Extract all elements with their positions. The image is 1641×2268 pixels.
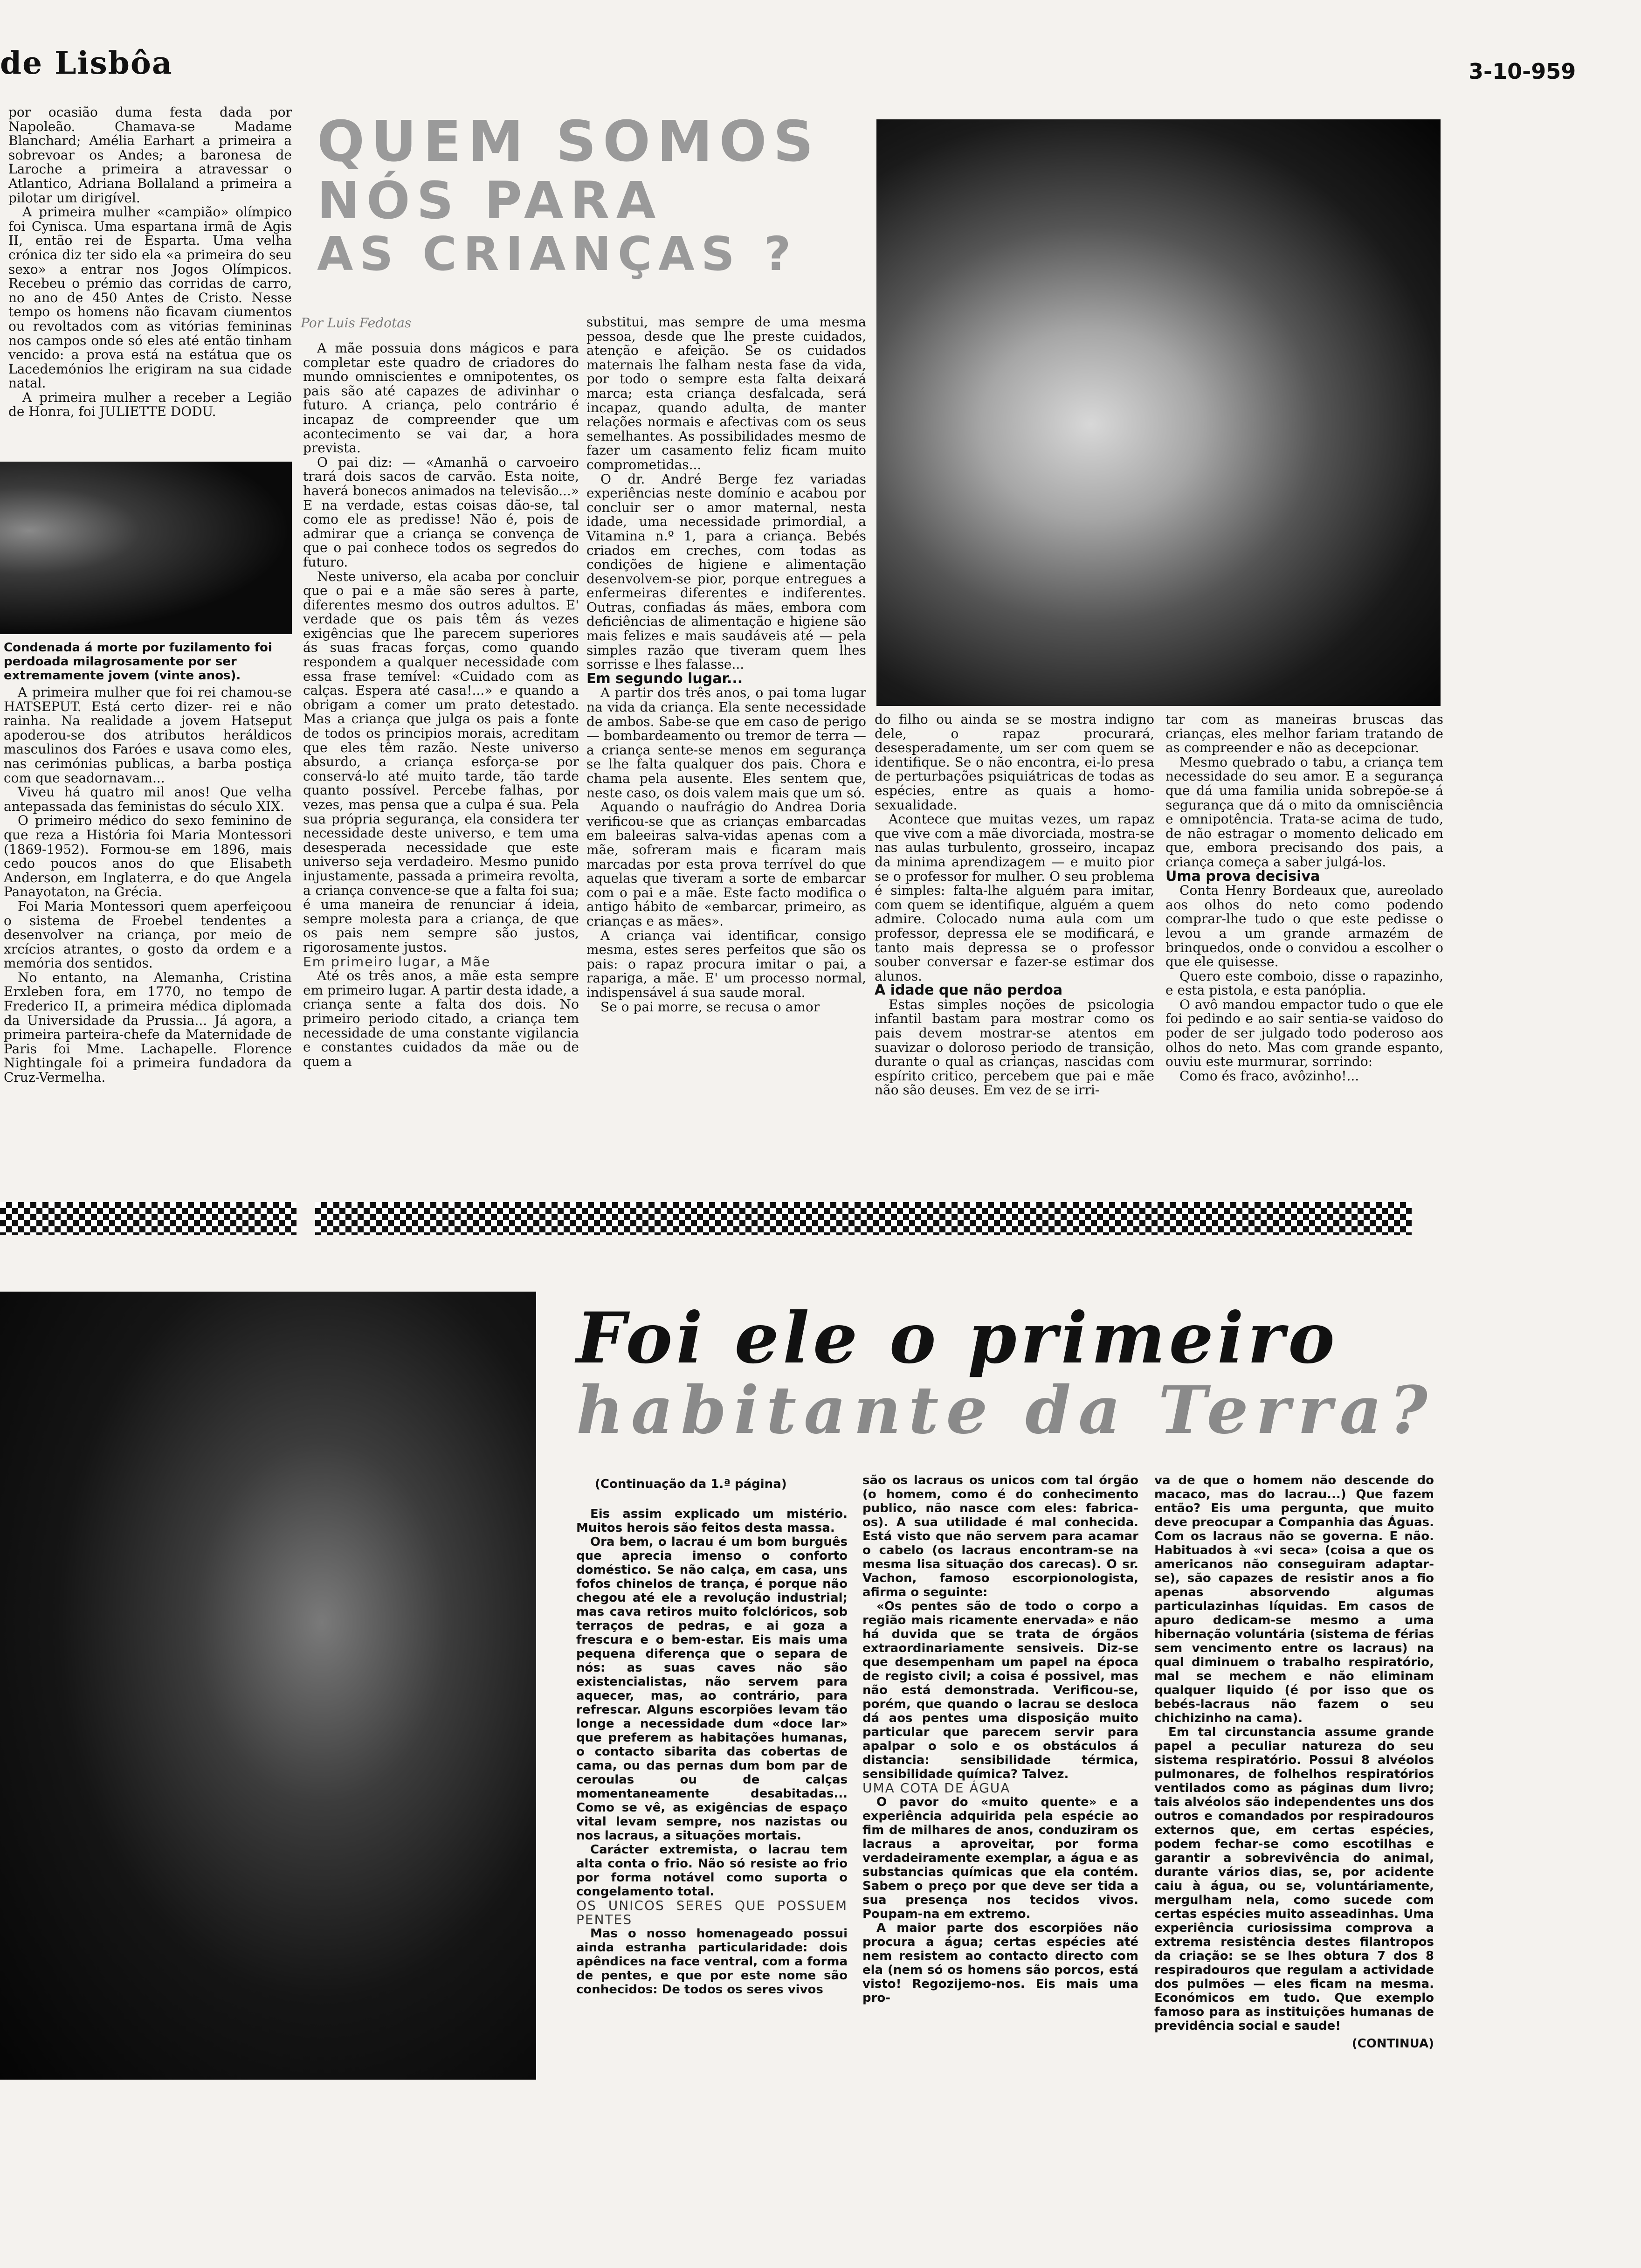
sidebar-paragraph: por ocasião duma festa dada por Napoleão. Chamava-se Madame Blanchard; Amélia Earhart a primeira a sobrevoar os Andes; a baronesa de Laroche a primeira a atravessar o Atlantico, Adriana Bollaland a primeira a pilotar um dirigível.: [8, 104, 292, 206]
article2-headline-line1: Foi ele o primeiro: [576, 1297, 1338, 1379]
article1-paragraph: A criança vai identificar, consigo mesma, estes seres perfeitos que são os pais: o rapaz procura imitar o pai, a rapariga, a mãe. E' um processo normal, indispensável á sua saude moral.: [586, 927, 866, 1000]
article1-paragraph: Quero este comboio, disse o rapazinho, e esta pistola, e esta panóplia.: [1165, 968, 1443, 998]
article2-paragraph: O pavor do «muito quente» e a experiência adquirida pela espécie ao fim de milhares de anos, conduziram os lacraus a aproveitar, por forma verdadeiramente exemplar, a água e as substancias químicas que ela contém. Sabem o preço por que deve ser tida a sua presença nos tecidos vivos. Poupam-na em extremo.: [862, 1795, 1138, 1921]
article2-column-1: [576, 1507, 848, 1997]
sidebar-paragraph: A primeira mulher que foi rei chamou-se HATSEPUT. Está certo dizer- rei e não rainha. Na realidade a jovem Hatseput apoderou-se dos atributos heráldicos masculinos dos Faróes e usava como eles, nas cerimónias publicas, a barba postiça com que seadornavam...: [4, 685, 292, 786]
checkered-divider-right: [315, 1202, 1412, 1235]
sidebar-paragraph: No entanto, na Alemanha, Cristina Erxleben fora, em 1770, no tempo de Frederico II, a primeira médica diplomada da Universidade da Prussia... Já agora, a primeira parteira-chefe da Maternidade de Paris foi Mme. Lachapelle. Florence Nightingale foi a primeira fundadora da Cruz-Vermelha.: [4, 969, 292, 1086]
article1-subheading: Em segundo lugar...: [586, 670, 743, 687]
article1-paragraph: Neste universo, ela acaba por concluir que o pai e a mãe são seres à parte, diferentes mesmo dos outros adultos. E' verdade que os pais têm ás vezes exigências que lhe parecem superiores ás suas fracas forças, como quando respondem a qualquer necessidade com essa frase temível: «Cuidado com as calças. Espera até casa!...» e quando a obrigam a comer um prato detestado. Mas a criança que julga os pais a fonte de todos os principios morais, acreditam que eles têm razão. Neste universo absurdo, a criança esforça-se por conservá-lo até muito tarde, tão tarde quanto possível. Percebe falhas, por vezes, mas pensa que a culpa é sua. Pela sua própria segurança, ela considera ter necessidade deste universo, e tem uma desesperada necessidade que este universo seja verdadeiro. Mesmo punido injustamente, passada a primeira revolta, a criança convence-se que a falta foi sua; é uma maneira de renunciar á ideia, sempre molesta para a criança, de que os pais nem sempre são justos, rigorosamente justos.: [303, 568, 579, 955]
article2-paragraph: Mas o nosso homenageado possui ainda estranha particularidade: dois apêndices na face ventral, com a forma de pentes, e que por este nome são conhecidos: De todos os seres vivos: [576, 1927, 848, 1997]
article2-continuation: (Continuação da 1.ª página): [595, 1477, 787, 1491]
article1-paragraph: O dr. André Berge fez variadas experiências neste domínio e acabou por concluir ser o amor maternal, nesta idade, uma necessidade primordial, a Vitamina n.º 1, para a criança. Bebés criados em creches, com todas as condições de higiene e alimentação desenvolvem-se pior, porque entregues a enfermeiras diferentes e indiferentes. Outras, confiadas ás mães, embora com deficiências de alimentação e higiene são mais felizes e mais saudáveis até — pela simples razão que tiveram quem lhes sorrisse e lhes falasse...: [586, 471, 866, 672]
sidebar-paragraph: O primeiro médico do sexo feminino de que reza a História foi Maria Montessori (1869-1952). Formou-se em 1896, mais cedo poucos anos do que Elisabeth Anderson, em Inglaterra, e do que Angela Panayotaton, na Grécia.: [4, 813, 292, 900]
article1-paragraph: Conta Henry Bordeaux que, aureolado aos olhos do neto como podendo comprar-lhe tudo o que este pedisse o levou a um grande armazém de brinquedos, onde o convidou a escolher o que ele quisesse.: [1165, 883, 1443, 970]
article1-title: [317, 112, 853, 280]
article1-paragraph: O avô mandou empactor tudo o que ele foi pedindo e ao sair sentia-se vaidoso do poder de ser julgado todo poderoso aos olhos do neto. Mas com grande espanto, ouviu este murmurar, sorrindo:: [1165, 996, 1443, 1070]
sidebar-paragraph: Foi Maria Montessori quem aperfeiçoou o sistema de Froebel tendentes a desenvolver na criança, por meio de xrcícios atrantes, o gosto da ordem e a memória dos sentidos.: [4, 898, 292, 971]
article1-title-line: AS CRIANÇAS ?: [317, 227, 798, 281]
article2-headline: [576, 1297, 1443, 1449]
article1-paragraph: Acontece que muitas vezes, um rapaz que vive com a mãe divorciada, mostra-se nas aulas turbulento, grosseiro, incapaz da minima aprendizagem — e muito pior se o professor for mulher. O seu problema é simples: falta-lhe alguém para imitar, com quem se identifique, alguém a quem admire. Colocado numa aula com um professor, depressa ele se modificará, e tanto mais depressa se o professor souber conversar e fazer-se estimar dos alunos.: [875, 811, 1154, 984]
article1-paragraph: Se o pai morre, se recusa o amor: [600, 999, 820, 1015]
section-title: de Lisbôa: [0, 45, 173, 81]
sidebar-paragraph: A primeira mulher a receber a Legião de Honra, foi JULIETTE DODU.: [8, 389, 292, 420]
article1-paragraph: tar com as maneiras bruscas das crianças, eles melhor fariam tratando de as compreender e não as decepcionar.: [1165, 712, 1443, 756]
article2-paragraph: Carácter extremista, o lacrau tem alta conta o frio. Não só resiste ao frio por forma notável como suporta o congelamento total.: [576, 1843, 848, 1899]
issue-date: 3-10-959: [1469, 59, 1576, 84]
article1-column-4: [1165, 712, 1443, 1083]
article1-paragraph: A partir dos três anos, o pai toma lugar na vida da criança. Ela sente necessidade de ambos. Sabe-se que em caso de perigo — bombardeamento ou tremor de terra — a criança sente-se menos em segurança se lhe falta qualquer dos pais. Chora e chama pela ausente. Eles sentem que, neste caso, os dois valem mais que um só.: [586, 685, 866, 801]
article2-subheading: OS UNICOS SERES QUE POSSUEM PENTES: [576, 1898, 848, 1927]
sidebar-paragraph: Viveu há quatro mil anos! Que velha antepassada das feministas do século XIX.: [4, 784, 292, 814]
article1-paragraph: Aquando o naufrágio do Andrea Doria verificou-se que as crianças embarcadas em baleeiras salva-vidas apenas com a mãe, sofreram mais e ficaram mais marcadas por esta prova terrível do que aquelas que tiveram a sorte de embarcar com o pai e a mãe. Este facto modifica o antigo hábito de «embarcar, primeiro, as crianças e as mães».: [586, 799, 866, 929]
article1-subheading: A idade que não perdoa: [875, 982, 1063, 999]
article1-column-3: [875, 712, 1154, 1098]
article2-paragraph: Eis assim explicado um mistério. Muitos herois são feitos desta massa.: [576, 1507, 848, 1535]
checkered-divider-left: [0, 1202, 296, 1235]
continua-label: (CONTINUA): [1351, 2037, 1434, 2051]
article2-paragraph: Em tal circunstancia assume grande papel a peculiar natureza do seu sistema respiratório. Possui 8 alvéolos pulmonares, de folhelhos respiratórios ventilados como as páginas dum livro; tais alvéolos são independentes uns dos outros e comandados por respiradouros externos que, em certas espécies, podem fechar-se como escotilhas e garantir a sobrevivência do animal, durante vários dias, se, por acidente caiu à água, ou se, voluntáriamente, mergulham nela, como sucede com certas espécies muito asseadinhas. Uma experiência curiosissima comprova a extrema resistência destes filantropos da criação: se se lhes obtura 7 dos 8 respiradouros que regulam a actividade dos pulmões — eles ficam na mesma. Económicos em tudo. Que exemplo famoso para as instituições humanas de previdência social e saude!: [1154, 1725, 1434, 2033]
article2-paragraph: Ora bem, o lacrau é um bom burguês que aprecia imenso o conforto doméstico. Se não calça, em casa, uns fofos chinelos de trança, é porque não chegou até ele a revolução industrial; mas cava retiros muito folclóricos, sob terraços de pedras, e ai goza a frescura e o bem-estar. Eis mais uma pequena diferença que o separa de nós: as suas caves não são existencialistas, não servem para aquecer, mas, ao contrário, para refrescar. Alguns escorpiões levam tão longe a necessidade dum «doce lar» que preferem as habitações humanas, o contacto sibarita das cobertas de cama, ou das pernas dum bom par de ceroulas ou de calças momentaneamente desabitadas... Como se vê, as exigências de espaço vital levam sempre, nos nazistas ou nos lacraus, a situações mortais.: [576, 1535, 848, 1843]
article2-headline-line2: habitante da Terra?: [576, 1372, 1435, 1449]
sidebar-column: [8, 105, 292, 419]
article1-paragraph: do filho ou ainda se se mostra indigno dele, o rapaz procurará, desesperadamente, um ser com quem se identifique. Se o não encontra, ei-lo presa de perturbações psiquiátricas de todas as espécies, entre as quais a homo-sexualidade.: [875, 712, 1154, 813]
article1-title-line: QUEM SOMOS: [317, 110, 820, 174]
article1-column-1: [303, 341, 579, 1069]
child-photo: [876, 119, 1441, 706]
article1-byline: Por Luis Fedotas: [301, 315, 412, 331]
sidebar-paragraph: A primeira mulher «campião» olímpico foi Cynisca. Uma espartana irmã de Agis II, então rei de Esparta. Uma velha crónica diz ter sido ela «a primeira do seu sexo» a entrar nos Jogos Olímpicos. Recebeu o prémio das corridas de carro, no ano de 450 Antes de Cristo. Nesse tempo os homens não ficavam ciumentos ou revoltados com as vitórias femininas nos campos onde só eles até então tinham vencido: a prova está na estátua que os Lacedemónios lhe erigiram na sua cidade natal.: [8, 204, 292, 391]
article1-paragraph: Como és fraco, avôzinho!...: [1179, 1068, 1359, 1084]
article2-paragraph: são os lacraus os unicos com tal órgão (o homem, como é do conhecimento publico, não nasce com eles: fabrica-os). A sua utilidade é mal conhecida. Está visto que não servem para acamar o cabelo (os lacraus encontram-se na mesma lisa situação dos carecas). O sr. Vachon, famoso escorpionologista, afirma o seguinte:: [862, 1473, 1138, 1599]
article1-subheading: Em primeiro lugar, a Mãe: [303, 954, 491, 969]
article2-paragraph: va de que o homem não descende do macaco, mas do lacrau...) Que fazem então? Eis uma pergunta, que muito deve preocupar a Companhia das Águas. Com os lacraus não se governa. E não. Habituados à «vi seca» (coisa a que os americanos não conseguiram adaptar-se), são capazes de resistir anos a fio apenas absorvendo algumas particulazinhas líquidas. Em casos de apuro dedicam-se mesmo a uma hibernação voluntária (sistema de férias sem vencimento entre os lacraus) na qual diminuem o trabalho respiratório, mal se mechem e não eliminam qualquer liquido (é por isso que os bebés-lacraus não fazem o seu chichizinho na cama).: [1154, 1473, 1434, 1725]
article1-paragraph: A mãe possuia dons mágicos e para completar este quadro de criadores do mundo omniscientes e omnipotentes, os pais são até capazes de adivinhar o futuro. A criança, pelo contrário é incapaz de compreender que um acontecimento se vai dar, a hora prevista.: [303, 340, 579, 456]
article2-paragraph: A maior parte dos escorpiões não procura a água; certas espécies até nem resistem ao contacto directo com ela (nem só os homens são porcos, está visto! Regozijemo-nos. Eis mais uma pro-: [862, 1921, 1138, 2005]
article1-paragraph: Mesmo quebrado o tabu, a criança tem necessidade do seu amor. E a segurança que dá uma familia unida sobrepõe-se á segurança que dá o mito da omnisciência e omnipotência. Trata-se acima de tudo, de não estragar o momento delicado em que, embora precisando dos pais, a criança começa a saber julgá-los.: [1165, 754, 1443, 870]
scorpion-photo: [0, 1292, 536, 2080]
article1-title-line: NÓS PARA: [317, 171, 662, 230]
article1-subheading: Uma prova decisiva: [1165, 868, 1320, 885]
article2-column-2: [862, 1473, 1138, 2005]
sidebar-photo: [0, 462, 292, 634]
article1-paragraph: Até os três anos, a mãe esta sempre em primeiro lugar. A partir desta idade, a criança sente a falta dos dois. No primeiro periodo citado, a criança tem necessidade de uma constante vigilancia e constantes cuidados da mãe ou de quem a: [303, 968, 579, 1069]
sidebar-photo-caption: Condenada á morte por fuzilamento foi perdoada milagrosamente por ser extremamente jovem (vinte anos).: [4, 641, 272, 683]
article1-paragraph: O pai diz: — «Amanhã o carvoeiro trará dois sacos de carvão. Esta noite, haverá bonecos animados na televisão...» E na verdade, estas coisas dão-se, tal como ele as predisse! Não é, pois de admirar que a criança se convença de que o pai conhece todos os segredos do futuro.: [303, 454, 579, 570]
article2-subheading: UMA COTA DE ÁGUA: [862, 1780, 1011, 1796]
article1-column-2: [586, 315, 866, 1014]
sidebar-column-lower: [4, 685, 292, 1085]
article2-paragraph: «Os pentes são de todo o corpo a região mais ricamente enervada» e não há duvida que se trata de órgãos extraordinariamente sensiveis. Diz-se que desempenham um papel na época de registo civil; a coisa é possivel, mas não está demonstrada. Verificou-se, porém, que quando o lacrau se desloca dá aos pentes uma disposição muito particular que parecem servir para apalpar o solo e os obstáculos á distancia: sensibilidade térmica, sensibilidade química? Talvez.: [862, 1599, 1138, 1781]
article1-paragraph: substitui, mas sempre de uma mesma pessoa, desde que lhe preste cuidados, atenção e afeição. Se os cuidados maternais lhe falham nesta fase da vida, por todo o sempre esta falta deixará marca; esta criança desfalcada, será incapaz, quando adulta, de manter relações normais e afectivas com os seus semelhantes. As possibilidades mesmo de fazer um casamento feliz ficam muito comprometidas...: [586, 314, 866, 472]
article1-paragraph: Estas simples noções de psicologia infantil bastam para mostrar como os pais devem mostrar-se atentos em suavizar o doloroso periodo de transição, durante o qual as crianças, nascidas com espírito critico, percebem que pai e mãe não são deuses. Em vez de se irri-: [875, 996, 1154, 1098]
article2-column-3: [1154, 1473, 1434, 2051]
